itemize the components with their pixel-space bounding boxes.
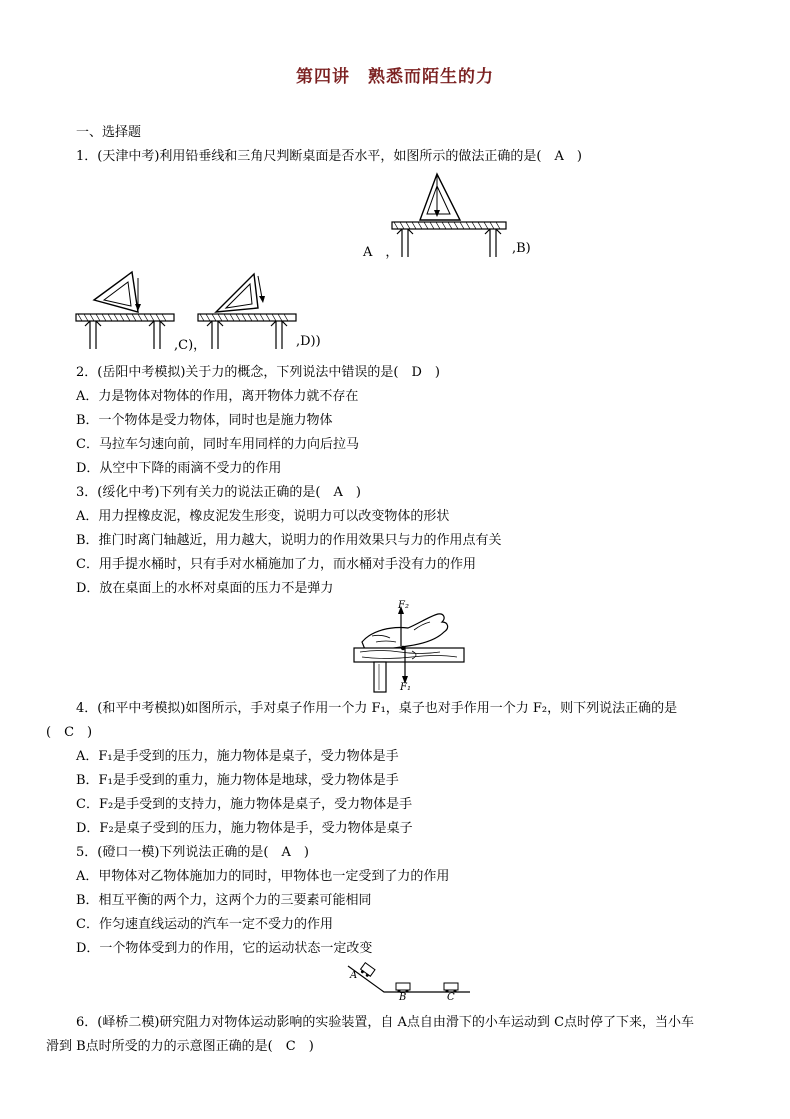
question-4-option-b: B．F₁是手受到的重力，施力物体是地球，受力物体是手 xyxy=(76,773,399,788)
question-5-option-d: D．一个物体受到力的作用，它的运动状态一定改变 xyxy=(76,941,373,956)
figure-1d-table xyxy=(196,268,300,358)
question-4-stem-line2: ( C ) xyxy=(46,725,93,740)
question-3-option-c: C．用手提水桶时，只有手对水桶施加了力，而水桶对手没有力的作用 xyxy=(76,557,476,572)
question-2-option-a: A．力是物体对物体的作用，离开物体力就不存在 xyxy=(76,389,359,404)
question-2-option-d: D．从空中下降的雨滴不受力的作用 xyxy=(76,461,282,476)
section-heading: 一、选择题 xyxy=(76,125,142,140)
figure-4-f1-label: F₁ xyxy=(400,682,411,693)
question-3-option-a: A．用力捏橡皮泥，橡皮泥发生形变，说明力可以改变物体的形状 xyxy=(76,509,450,524)
question-1-stem: 1．(天津中考)利用铅垂线和三角尺判断桌面是否水平，如图所示的做法正确的是( A ) xyxy=(76,149,582,164)
question-5-option-c: C．作匀速直线运动的汽车一定不受力的作用 xyxy=(76,917,333,932)
question-3-option-d: D．放在桌面上的水杯对桌面的压力不是弹力 xyxy=(76,581,334,596)
question-3-stem: 3．(绥化中考)下列有关力的说法正确的是( A ) xyxy=(76,485,361,500)
figure-6-b-label: B xyxy=(399,992,407,1003)
question-2-option-b: B．一个物体是受力物体，同时也是施力物体 xyxy=(76,413,333,428)
figure-4-f2-label: F₂ xyxy=(398,600,409,611)
question-2-stem: 2．(岳阳中考模拟)关于力的概念，下列说法中错误的是( D ) xyxy=(76,365,440,380)
question-5-option-a: A．甲物体对乙物体施加力的同时，甲物体也一定受到了力的作用 xyxy=(76,869,450,884)
question-4-option-d: D．F₂是桌子受到的压力，施力物体是手，受力物体是桌子 xyxy=(76,821,413,836)
question-4-option-c: C．F₂是手受到的支持力，施力物体是桌子，受力物体是手 xyxy=(76,797,413,812)
figure-1b-label: ,B) xyxy=(512,241,531,256)
figure-1c-table xyxy=(74,268,178,358)
question-4-option-a: A．F₁是手受到的压力，施力物体是桌子，受力物体是手 xyxy=(76,749,399,764)
figure-6-a-label: A xyxy=(350,970,358,981)
question-5-option-b: B．相互平衡的两个力，这两个力的三要素可能相同 xyxy=(76,893,372,908)
figure-6-c-label: C xyxy=(447,992,455,1003)
figure-4-hand-table xyxy=(352,602,468,694)
figure-1c-label: ,C)， xyxy=(174,338,207,353)
question-3-option-b: B．推门时离门轴越近，用力越大，说明力的作用效果只与力的作用点有关 xyxy=(76,533,502,548)
page-title: 第四讲 熟悉而陌生的力 xyxy=(296,67,494,87)
figure-1d-label: ,D)) xyxy=(296,334,321,349)
question-4-stem-line1: 4．(和平中考模拟)如图所示，手对桌子作用一个力 F₁，桌子也对手作用一个力 F₂，则下列说法正确的是 xyxy=(76,701,678,716)
figure-1a-label: A ， xyxy=(363,245,399,260)
question-6-stem-line2: 滑到 B点时所受的力的示意图正确的是( C ) xyxy=(46,1039,314,1054)
question-5-stem: 5．(磴口一模)下列说法正确的是( A ) xyxy=(76,845,309,860)
figure-1a-table xyxy=(390,172,510,262)
question-2-option-c: C．马拉车匀速向前，同时车用同样的力向后拉马 xyxy=(76,437,359,452)
question-6-stem-line1: 6．(峄桥二模)研究阻力对物体运动影响的实验装置，自 A点自由滑下的小车运动到 C点时停了下来，当小车 xyxy=(76,1015,695,1030)
